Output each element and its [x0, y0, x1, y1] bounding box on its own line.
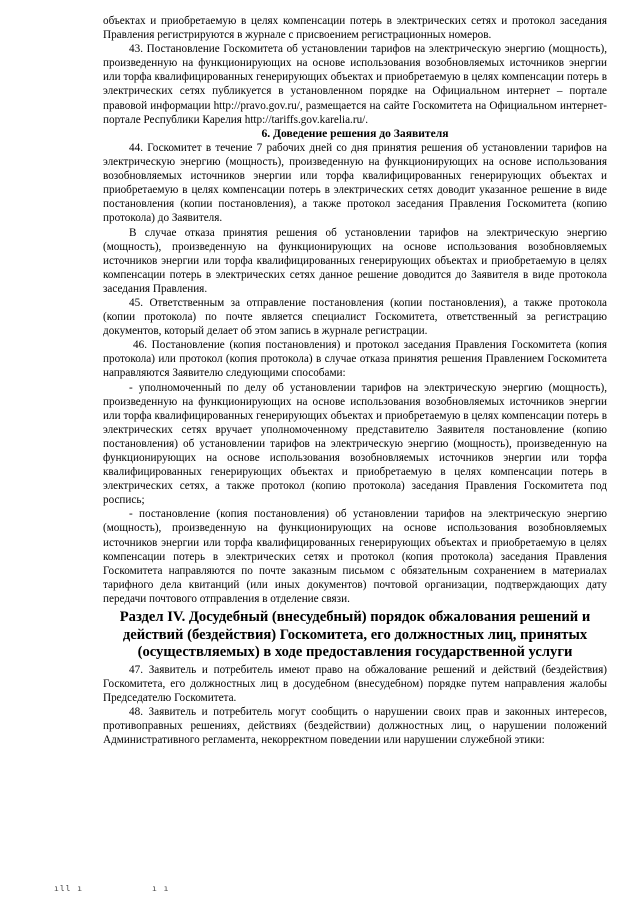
scan-mark-right: ı ı: [152, 884, 170, 893]
paragraph-44: 44. Госкомитет в течение 7 рабочих дней со дня принятия решения об установлении тарифов на электрическую энергию (мощность), произведенную на функционирующих на основе использования возобновляемых источников энергии или торфа квалифицированных генерирующих объектах и приобретаемую в целях компенсации потерь в электрических сетях доводит указанное решение в виде постановления (копии постановления), а также протокол заседания Правления Госкомитета (копию протокола) до Заявителя.: [103, 141, 607, 225]
scan-mark-left: ıll ı: [54, 884, 84, 893]
document-page: [103, 14, 607, 747]
subsection-heading: 6. Доведение решения до Заявителя: [261, 126, 449, 140]
paragraph-47: 47. Заявитель и потребитель имеют право на обжалование решений и действий (бездействия) Госкомитета, его должностных лиц в досудебном (внесудебном) порядке путем направления жалобы Председателю Госкомитета.: [103, 663, 607, 705]
paragraph-45: 45. Ответственным за отправление постановления (копии постановления), а также протокола (копии протокола) по почте является специалист Госкомитета, ответственный за регистрацию документов, который делает об этом запись в журнале регистрации.: [103, 296, 607, 338]
paragraph-48: 48. Заявитель и потребитель могут сообщить о нарушении своих прав и законных интересов, противоправных решениях, действиях (бездействии) должностных лиц, о нарушении положений Административного регламента, некорректном поведении или нарушении служебной этики:: [103, 706, 607, 747]
paragraph-46: 46. Постановление (копия постановления) и протокол заседания Правления Госкомитета (копия протокола) или протокол (копия протокола) в случае отказа принятия решения Правлением Госкомитета направляются Заявителю следующими способами:: [103, 339, 607, 380]
paragraph-refusal: В случае отказа принятия решения об установлении тарифов на электрическую энергию (мощность), произведенную на функционирующих на основе использования возобновляемых источников энергии или торфа квалифицированных генерирующих объектах и приобретаемую в целях компенсации потерь в электрических сетях данное решение доводится до Заявителя в виде протокола заседания Правления.: [103, 226, 607, 295]
section-heading: Раздел IV. Досудебный (внесудебный) порядок обжалования решений и действий (бездействия) Госкомитета, его должностных лиц, принятых (осуществляемых) в ходе предоставления государственной услуги: [119, 609, 591, 661]
list-item-handover: - уполномоченный по делу об установлении тарифов на электрическую энергию (мощность), произведенную на функционирующих на основе использования возобновляемых источников энергии или торфа квалифицированных генерирующих объектах и приобретаемую в целях компенсации потерь в электрических сетях вручает уполномоченному представителю Заявителя постановление (копию постановления) об установлении тарифов на электрическую энергию (мощность), произведенную на функционирующих на основе использования возобновляемых источников энергии или торфа квалифицированных генерирующих объектах и приобретаемую в целях компенсации потерь в электрических сетях, а также протокол (копию протокола) заседания Правления Госкомитета под роспись;: [103, 381, 607, 507]
paragraph-continuation: объектах и приобретаемую в целях компенсации потерь в электрических сетях и протокол заседания Правления регистрируются в журнале с присвоением регистрационных номеров.: [103, 15, 607, 42]
list-item-mail: - постановление (копия постановления) об установлении тарифов на электрическую энергию (мощность), произведенную на функционирующих на основе использования возобновляемых источников энергии или торфа квалифицированных генерирующих объектах и приобретаемую в целях компенсации потерь в электрических сетях и протокол (копия протокола) заседания Правления Госкомитета направляются по почте заказным письмом с обязательным сохранением в материалах тарифного дела квитанций (или иных документов) почтовой организации, подтверждающих дату передачи почтового отправления в отделение связи.: [103, 508, 607, 605]
paragraph-43: 43. Постановление Госкомитета об установлении тарифов на электрическую энергию (мощность), произведенную на функционирующих на основе использования возобновляемых источников энергии или торфа квалифицированных генерирующих объектах и приобретаемую в целях компенсации потерь в электрических сетях публикуется в установленном порядке на Официальном интернет – портале правовой информации http://pravo.gov.ru/, размещается на сайте Госкомитета на Официальном интернет-портале Республики Карелия http://tariffs.gov.karelia.ru/.: [103, 43, 607, 126]
